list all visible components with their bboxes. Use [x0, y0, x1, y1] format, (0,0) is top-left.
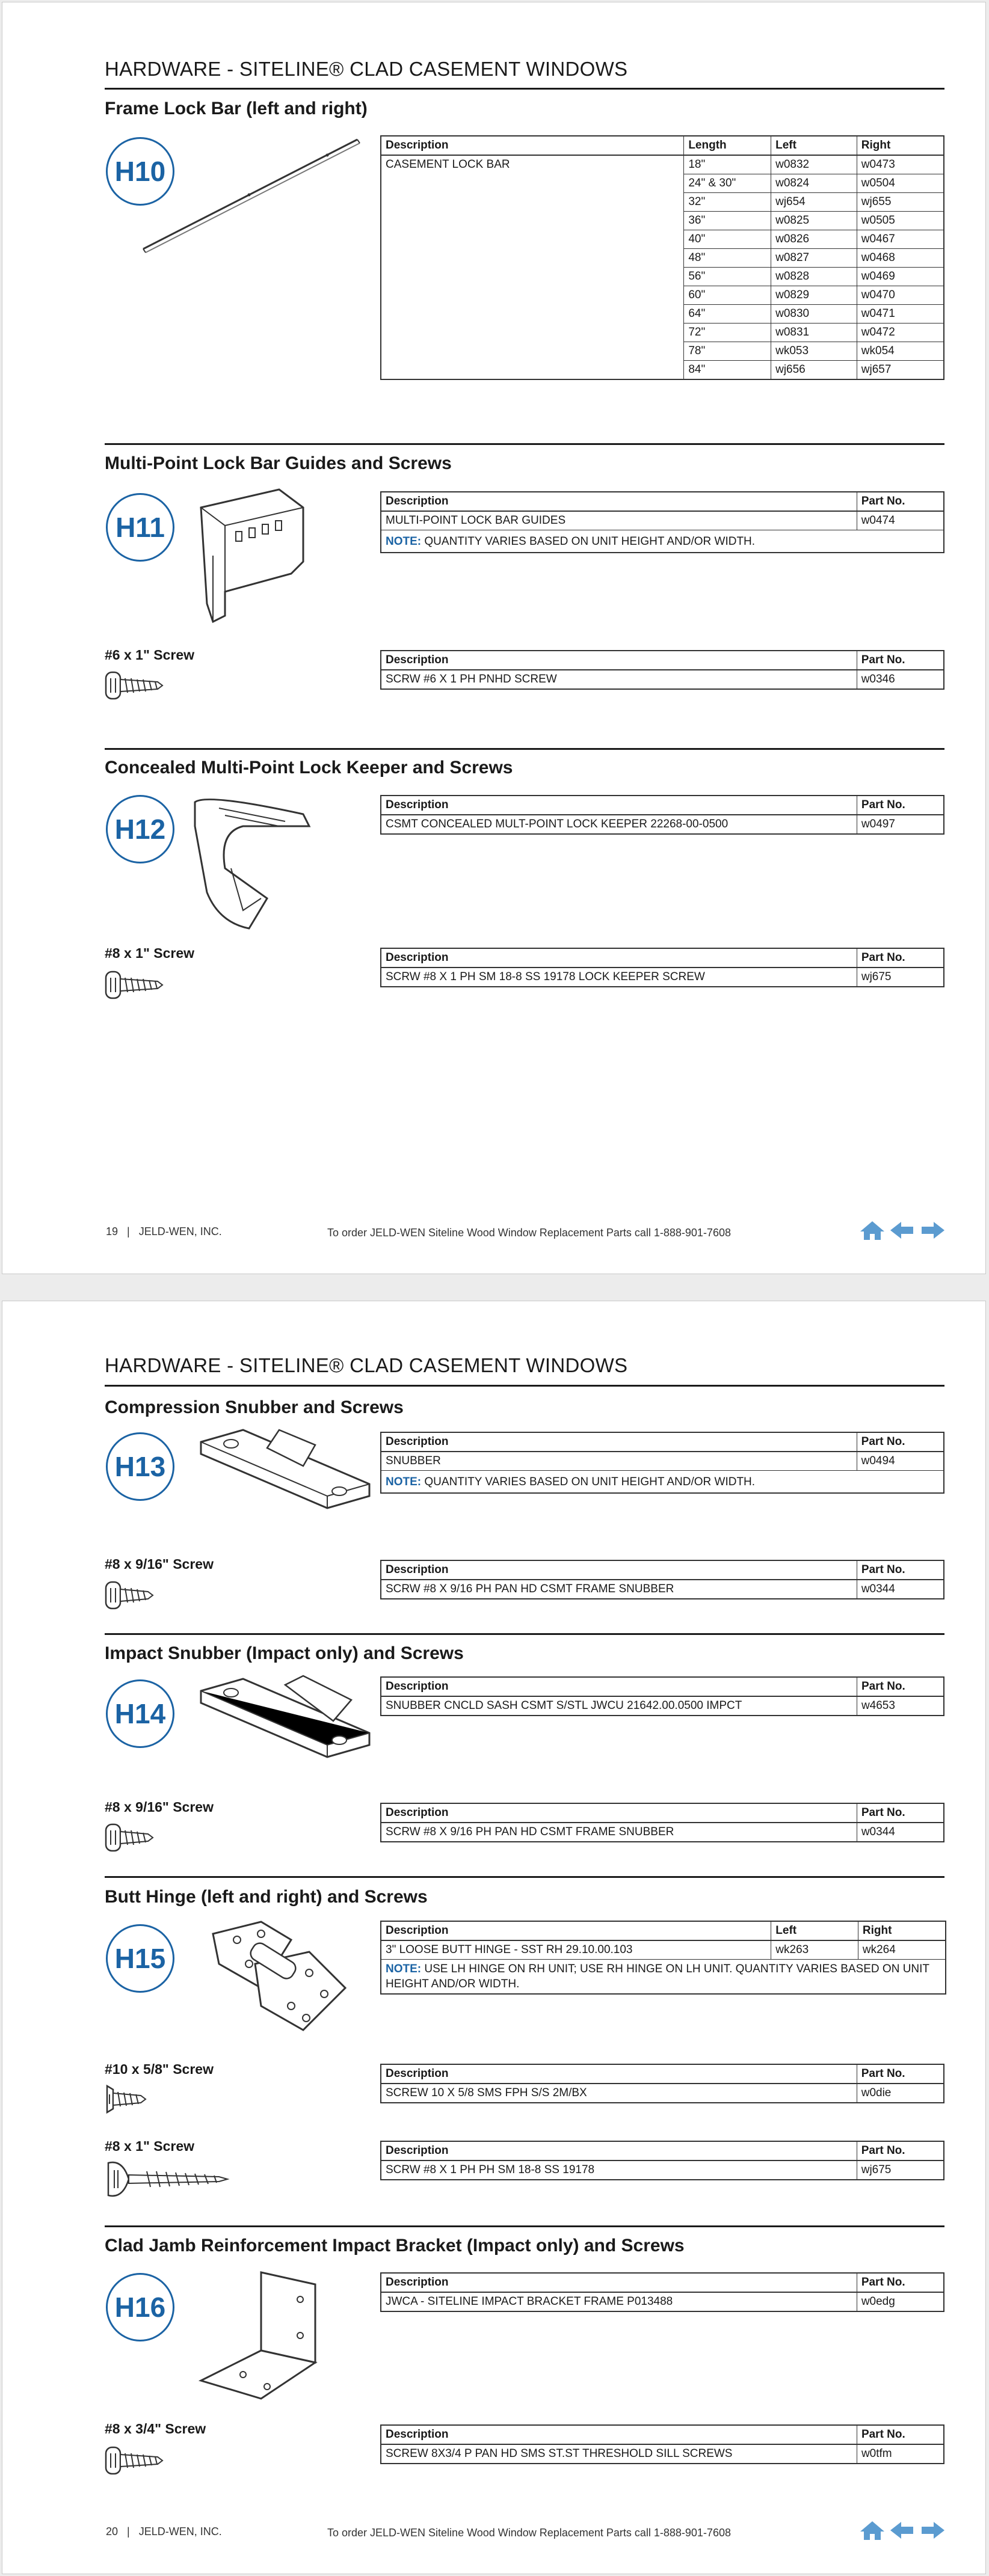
left-part-cell: wj656: [771, 361, 857, 380]
screw-illustration: [105, 1580, 165, 1611]
col-header-left: Left: [771, 1921, 858, 1940]
home-icon[interactable]: [859, 2519, 886, 2541]
right-part-cell: wk264: [858, 1940, 946, 1960]
length-cell: 56": [684, 268, 771, 286]
table-row: [381, 968, 944, 987]
left-part-cell: w0826: [771, 230, 857, 249]
table-row: [381, 1940, 946, 1960]
left-part-cell: w0831: [771, 324, 857, 342]
part-number-cell: w0344: [857, 1823, 944, 1842]
page-number: 19: [106, 1225, 119, 1237]
company-name: JELD-WEN, INC.: [138, 2525, 222, 2538]
left-part-cell: wj654: [771, 193, 857, 212]
col-header-description: Description: [381, 2273, 857, 2292]
right-part-cell: w0472: [857, 324, 944, 342]
col-header-description: Description: [381, 1921, 771, 1940]
page-heading: HARDWARE - SITELINE® CLAD CASEMENT WINDOWS: [105, 58, 628, 80]
note-label: NOTE:: [386, 535, 422, 548]
badge-h14: H14: [106, 1679, 174, 1748]
description-cell: SCREW 8X3/4 P PAN HD SMS ST.ST THRESHOLD SILL SCREWS: [381, 2444, 857, 2464]
section-title-h11: Multi-Point Lock Bar Guides and Screws: [105, 453, 452, 473]
footer-separator: |: [127, 2525, 130, 2538]
table-row: [381, 670, 944, 689]
section-rule: [105, 443, 944, 445]
part-number-cell: w0edg: [857, 2292, 944, 2311]
table-row: [381, 155, 944, 174]
right-part-cell: wk054: [857, 342, 944, 361]
note-row: [381, 530, 944, 553]
length-cell: 78": [684, 342, 771, 361]
flat-head-screw-illustration: [105, 2084, 165, 2115]
col-header-length: Length: [684, 136, 771, 155]
screw-label-h16: #8 x 3/4" Screw: [105, 2421, 206, 2436]
col-header-right: Right: [857, 136, 944, 155]
parts-table-h15: [380, 1921, 946, 1995]
screw-label-h12: #8 x 1" Screw: [105, 945, 195, 961]
note-label: NOTE:: [386, 1963, 422, 1975]
left-part-cell: w0829: [771, 286, 857, 305]
table-row: [381, 2292, 944, 2311]
badge-h16: H16: [106, 2273, 174, 2341]
note-row: [381, 1471, 944, 1494]
col-header-left: Left: [771, 136, 857, 155]
left-part-cell: w0830: [771, 305, 857, 324]
badge-h10: H10: [106, 137, 174, 206]
order-info: To order JELD-WEN Siteline Wood Window Replacement Parts call 1-888-901-7608: [327, 2527, 731, 2539]
right-part-cell: w0505: [857, 212, 944, 230]
col-header-part-no: Part No.: [857, 2064, 944, 2084]
length-cell: 64": [684, 305, 771, 324]
frame-lock-bar-illustration: [135, 129, 369, 261]
screw-table-h13: [380, 1560, 944, 1599]
col-header-description: Description: [381, 136, 684, 155]
length-cell: 24" & 30": [684, 174, 771, 193]
parts-table-h12: [380, 795, 944, 835]
parts-table-h10: [380, 135, 944, 380]
screw-label-h14: #8 x 9/16" Screw: [105, 1799, 214, 1815]
impact-snubber-illustration: [195, 1673, 375, 1763]
part-number-cell: w0die: [857, 2084, 944, 2103]
length-cell: 48": [684, 249, 771, 268]
parts-table-h16: [380, 2272, 944, 2312]
footer-page-info: [106, 1225, 222, 1238]
screw-table-h15: [380, 2064, 944, 2103]
col-header-part-no: Part No.: [857, 1560, 944, 1580]
screw-table-h16: [380, 2424, 944, 2464]
description-cell: MULTI-POINT LOCK BAR GUIDES: [381, 511, 857, 530]
part-number-cell: w0tfm: [857, 2444, 944, 2464]
section-rule: [105, 2225, 944, 2227]
lock-keeper-illustration: [183, 790, 327, 934]
description-cell: CASEMENT LOCK BAR: [381, 155, 684, 379]
screw-table-h15-second: [380, 2141, 944, 2180]
page-nav: [859, 2519, 946, 2541]
impact-bracket-illustration: [195, 2266, 333, 2405]
lock-bar-guide-illustration: [189, 483, 315, 631]
right-part-cell: w0467: [857, 230, 944, 249]
catalog-page-20: [2, 1301, 986, 2574]
col-header-description: Description: [381, 492, 857, 511]
description-cell: SCREW 10 X 5/8 SMS FPH S/S 2M/BX: [381, 2084, 857, 2103]
length-cell: 60": [684, 286, 771, 305]
left-part-cell: w0832: [771, 155, 857, 174]
length-cell: 18": [684, 155, 771, 174]
section-title-h12: Concealed Multi-Point Lock Keeper and Screws: [105, 758, 513, 777]
page-nav: [859, 1219, 946, 1241]
description-cell: SCRW #8 X 9/16 PH PAN HD CSMT FRAME SNUBBER: [381, 1580, 857, 1599]
part-number-cell: w0344: [857, 1580, 944, 1599]
right-part-cell: w0471: [857, 305, 944, 324]
length-cell: 84": [684, 361, 771, 380]
badge-h12: H12: [106, 795, 174, 863]
section-title-h14: Impact Snubber (Impact only) and Screws: [105, 1643, 464, 1663]
left-part-cell: wk053: [771, 342, 857, 361]
screw-illustration: [105, 670, 165, 701]
page-heading: HARDWARE - SITELINE® CLAD CASEMENT WINDOWS: [105, 1354, 628, 1376]
parts-table-h13: [380, 1432, 944, 1494]
part-number-cell: w0494: [857, 1452, 944, 1471]
screw-label-h11: #6 x 1" Screw: [105, 647, 195, 663]
screw-label-h13: #8 x 9/16" Screw: [105, 1556, 214, 1572]
col-header-description: Description: [381, 2141, 857, 2160]
description-cell: SNUBBER: [381, 1452, 857, 1471]
col-header-description: Description: [381, 651, 857, 670]
col-header-part-no: Part No.: [857, 492, 944, 511]
col-header-part-no: Part No.: [857, 2425, 944, 2444]
screw-label-h15-second: #8 x 1" Screw: [105, 2138, 195, 2154]
screw-illustration: [105, 969, 165, 1001]
company-name: JELD-WEN, INC.: [138, 1225, 222, 1237]
length-cell: 40": [684, 230, 771, 249]
table-row: [381, 511, 944, 530]
right-part-cell: w0469: [857, 268, 944, 286]
right-part-cell: w0470: [857, 286, 944, 305]
col-header-description: Description: [381, 1432, 857, 1452]
description-cell: SCRW #8 X 1 PH SM 18-8 SS 19178 LOCK KEEPER SCREW: [381, 968, 857, 987]
part-number-cell: wj675: [857, 968, 944, 987]
length-cell: 72": [684, 324, 771, 342]
col-header-description: Description: [381, 796, 857, 815]
section-title-h13: Compression Snubber and Screws: [105, 1397, 404, 1417]
description-cell: SCRW #8 X 1 PH PH SM 18-8 SS 19178: [381, 2160, 857, 2180]
footer-page-info: [106, 2525, 222, 2538]
order-info: To order JELD-WEN Siteline Wood Window Replacement Parts call 1-888-901-7608: [327, 1227, 731, 1239]
section-title-h16: Clad Jamb Reinforcement Impact Bracket (Impact only) and Screws: [105, 2236, 685, 2256]
section-title-h10: Frame Lock Bar (left and right): [105, 99, 368, 118]
note-label: NOTE:: [386, 1475, 422, 1488]
parts-table-h11: [380, 491, 944, 553]
length-cell: 32": [684, 193, 771, 212]
home-icon[interactable]: [859, 1219, 886, 1241]
right-part-cell: wj657: [857, 361, 944, 380]
col-header-part-no: Part No.: [857, 1803, 944, 1823]
catalog-page-19: [2, 2, 986, 1274]
part-number-cell: w0346: [857, 670, 944, 689]
left-part-cell: w0827: [771, 249, 857, 268]
section-rule: [105, 1876, 944, 1878]
left-part-cell: w0828: [771, 268, 857, 286]
col-header-part-no: Part No.: [857, 948, 944, 968]
page-number: 20: [106, 2525, 119, 2538]
screw-illustration: [105, 2445, 171, 2476]
col-header-part-no: Part No.: [857, 651, 944, 670]
section-rule: [105, 1633, 944, 1635]
right-part-cell: w0473: [857, 155, 944, 174]
table-row: [381, 1696, 944, 1716]
col-header-part-no: Part No.: [857, 1677, 944, 1696]
col-header-description: Description: [381, 1677, 857, 1696]
badge-h11: H11: [106, 493, 174, 562]
description-cell: SCRW #6 X 1 PH PNHD SCREW: [381, 670, 857, 689]
snubber-illustration: [195, 1424, 375, 1514]
left-part-cell: wk263: [771, 1940, 858, 1960]
butt-hinge-illustration: [195, 1916, 351, 2036]
screw-table-h14: [380, 1803, 944, 1842]
part-number-cell: w0474: [857, 511, 944, 530]
col-header-description: Description: [381, 1560, 857, 1580]
part-number-cell: wj675: [857, 2160, 944, 2180]
col-header-description: Description: [381, 1803, 857, 1823]
table-row: [381, 815, 944, 834]
footer-separator: |: [127, 1225, 130, 1237]
col-header-right: Right: [858, 1921, 946, 1940]
arrow-right-icon[interactable]: [919, 2519, 946, 2541]
right-part-cell: w0468: [857, 249, 944, 268]
screw-illustration: [105, 2158, 231, 2200]
table-row: [381, 1580, 944, 1599]
table-row: [381, 2444, 944, 2464]
section-title-h15: Butt Hinge (left and right) and Screws: [105, 1887, 428, 1907]
table-row: [381, 1452, 944, 1471]
arrow-left-icon[interactable]: [889, 1219, 916, 1241]
screw-illustration: [105, 1822, 165, 1853]
description-cell: JWCA - SITELINE IMPACT BRACKET FRAME P013488: [381, 2292, 857, 2311]
col-header-description: Description: [381, 2064, 857, 2084]
col-header-description: Description: [381, 2425, 857, 2444]
badge-h13: H13: [106, 1432, 174, 1501]
col-header-part-no: Part No.: [857, 2273, 944, 2292]
left-part-cell: w0824: [771, 174, 857, 193]
col-header-part-no: Part No.: [857, 2141, 944, 2160]
note-row: [381, 1960, 946, 1995]
col-header-part-no: Part No.: [857, 796, 944, 815]
description-cell: SCRW #8 X 9/16 PH PAN HD CSMT FRAME SNUBBER: [381, 1823, 857, 1842]
badge-h15: H15: [106, 1924, 174, 1993]
screw-table-h11: [380, 650, 944, 690]
right-part-cell: wj655: [857, 193, 944, 212]
arrow-right-icon[interactable]: [919, 1219, 946, 1241]
table-row: [381, 1823, 944, 1842]
arrow-left-icon[interactable]: [889, 2519, 916, 2541]
note-text: QUANTITY VARIES BASED ON UNIT HEIGHT AND/OR WIDTH.: [424, 1475, 756, 1488]
description-cell: SNUBBER CNCLD SASH CSMT S/STL JWCU 21642.00.0500 IMPCT: [381, 1696, 857, 1716]
note-text: USE LH HINGE ON RH UNIT; USE RH HINGE ON LH UNIT. QUANTITY VARIES BASED ON UNIT HEIGHT AND/OR WIDTH.: [386, 1963, 929, 1990]
screw-label-h15: #10 x 5/8" Screw: [105, 2061, 214, 2077]
table-row: [381, 2084, 944, 2103]
col-header-part-no: Part No.: [857, 1432, 944, 1452]
section-rule: [105, 748, 944, 750]
table-row: [381, 2160, 944, 2180]
screw-table-h12: [380, 948, 944, 987]
description-cell: 3" LOOSE BUTT HINGE - SST RH 29.10.00.103: [381, 1940, 771, 1960]
length-cell: 36": [684, 212, 771, 230]
note-text: QUANTITY VARIES BASED ON UNIT HEIGHT AND/OR WIDTH.: [424, 535, 756, 548]
left-part-cell: w0825: [771, 212, 857, 230]
part-number-cell: w0497: [857, 815, 944, 834]
description-cell: CSMT CONCEALED MULT-POINT LOCK KEEPER 22268-00-0500: [381, 815, 857, 834]
right-part-cell: w0504: [857, 174, 944, 193]
heading-rule: [105, 88, 944, 90]
part-number-cell: w4653: [857, 1696, 944, 1716]
col-header-description: Description: [381, 948, 857, 968]
parts-table-h14: [380, 1676, 944, 1716]
heading-rule: [105, 1385, 944, 1387]
